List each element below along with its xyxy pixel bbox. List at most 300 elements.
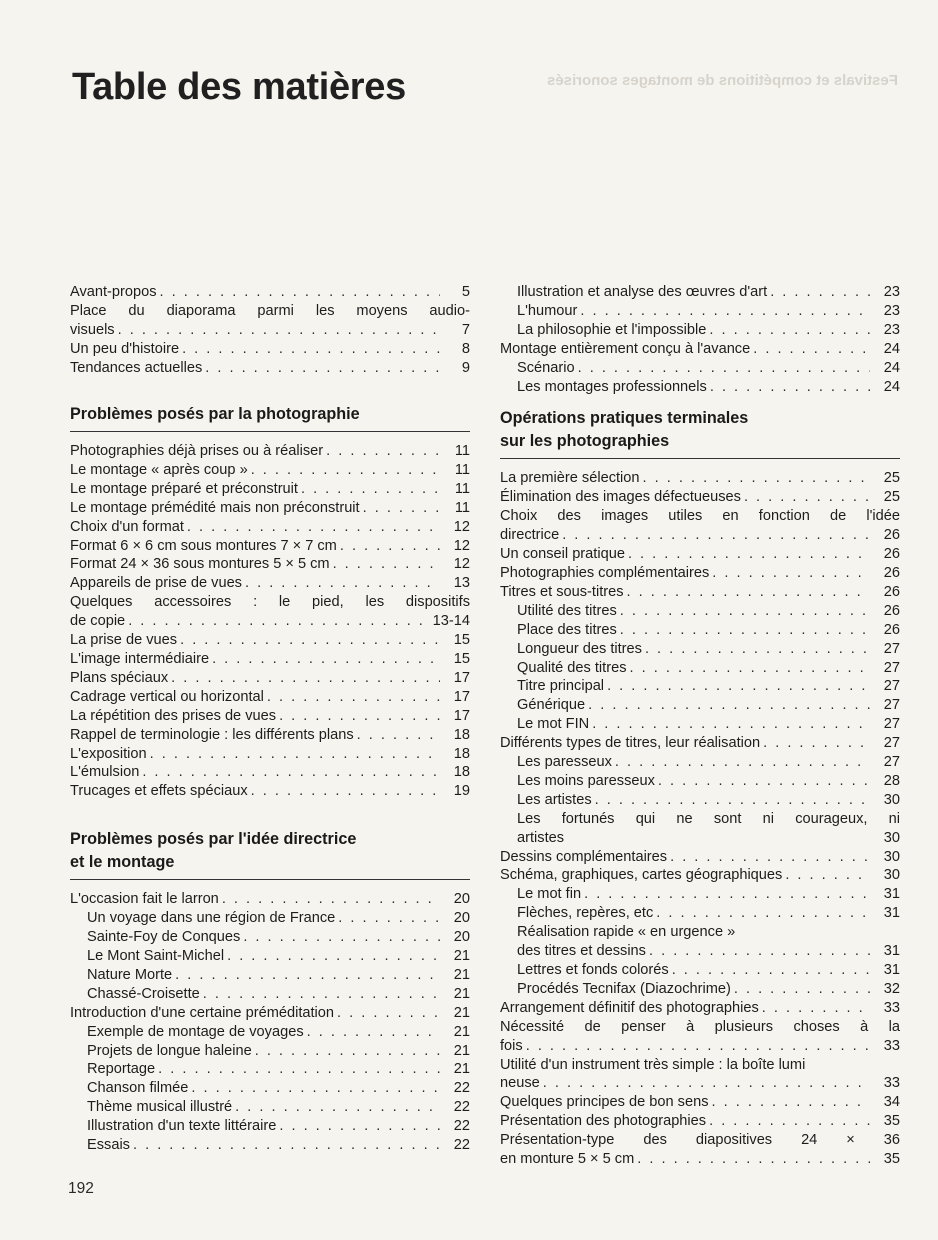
toc-page-number: 31 [883, 886, 900, 903]
toc-page-number: 11 [454, 461, 470, 478]
toc-page-number: 23 [883, 321, 900, 338]
dot-leader [158, 1060, 440, 1079]
dot-leader [649, 942, 870, 961]
toc-entry [70, 890, 470, 909]
toc-entry [70, 555, 470, 574]
toc-entry-text: Appareils de prise de vues [70, 575, 242, 592]
dot-leader [279, 707, 440, 726]
dot-leader [251, 461, 440, 480]
toc-page-number: 26 [883, 527, 900, 544]
dot-leader [658, 772, 870, 791]
toc-entry-text: L'image intermédiaire [70, 651, 210, 667]
toc-entry-text: Utilité d'un instrument très simple : la boîte lumi [500, 1056, 806, 1073]
toc-entry-text: Quelques principes de bon sens [500, 1094, 709, 1111]
toc-entry-text: Flèches, repères, etc [517, 905, 654, 922]
toc-entry [70, 707, 470, 726]
toc-entry-text: L'exposition [70, 745, 147, 762]
dot-leader [180, 631, 440, 650]
dot-leader [150, 745, 440, 764]
toc-section-list [70, 890, 470, 1155]
dot-leader [338, 909, 440, 928]
toc-page-number: 26 [883, 564, 900, 581]
dot-leader [205, 359, 440, 378]
toc-left-column [70, 283, 470, 1155]
toc-entry [500, 866, 900, 885]
toc-entry-text: Les fortunés qui ne sont ni courageux, ni [517, 810, 900, 827]
dot-leader [142, 763, 440, 782]
toc-page-number: 30 [883, 867, 900, 884]
toc-entry-text: Les paresseux [517, 754, 612, 771]
dot-leader [762, 999, 870, 1018]
toc-entry [500, 583, 900, 602]
toc-entry-text: Le montage « après coup » [70, 461, 248, 478]
toc-page-number: 21 [453, 1042, 470, 1059]
toc-entry [500, 810, 900, 829]
dot-leader [763, 734, 870, 753]
dot-leader [785, 866, 870, 885]
dot-leader [363, 499, 440, 518]
toc-entry [70, 763, 470, 782]
toc-entry [70, 650, 470, 669]
toc-entry [70, 947, 470, 966]
toc-entry [500, 1074, 900, 1093]
toc-entry-text: artistes [517, 829, 565, 846]
toc-page-number: 27 [883, 735, 900, 752]
toc-entry [500, 1093, 900, 1112]
toc-page-number: 19 [453, 783, 470, 800]
toc-page-number: 11 [454, 480, 470, 497]
dot-leader [670, 848, 870, 867]
toc-entry [500, 942, 900, 961]
toc-page-number: 33 [883, 1075, 900, 1092]
toc-entry [70, 631, 470, 650]
toc-entry [500, 1037, 900, 1056]
dot-leader [171, 669, 440, 688]
toc-entry-text: Plans spéciaux [70, 669, 169, 686]
dot-leader [580, 302, 870, 321]
dot-leader [770, 283, 870, 302]
toc-entry [70, 1042, 470, 1061]
dot-leader [251, 782, 440, 801]
toc-entry-text: Le montage préparé et préconstruit [70, 480, 298, 497]
toc-entry-text: Nécessité de penser à plusieurs choses à la [500, 1018, 900, 1035]
dot-leader [187, 518, 440, 537]
section-heading-line: et le montage [70, 852, 175, 871]
toc-entry [500, 1150, 900, 1169]
toc-entry [70, 985, 470, 1004]
dot-leader [267, 688, 440, 707]
toc-entry-text: Tendances actuelles [70, 359, 203, 376]
toc-entry [500, 696, 900, 715]
dot-leader [607, 677, 870, 696]
section-heading-idee-directrice [70, 828, 470, 880]
toc-entry [70, 612, 470, 631]
dot-leader [712, 1093, 870, 1112]
toc-page-number: 17 [453, 707, 470, 724]
dot-leader [645, 640, 870, 659]
toc-entry [500, 715, 900, 734]
toc-entry [500, 621, 900, 640]
toc-entry [70, 340, 470, 359]
toc-page-number: 17 [453, 688, 470, 705]
toc-entry-text: Dessins complémentaires [500, 848, 668, 865]
dot-leader [128, 612, 428, 631]
toc-entry-text: Place des titres [517, 621, 617, 638]
toc-entry-text: Photographies complémentaires [500, 564, 710, 581]
toc-page-number: 25 [883, 470, 900, 487]
toc-page-number: 23 [883, 284, 900, 300]
toc-page-number: 23 [883, 302, 900, 319]
toc-entry-text: Place du diaporama parmi les moyens audio- [70, 302, 470, 319]
toc-page-number: 5 [461, 284, 470, 300]
toc-entry [500, 980, 900, 999]
dot-leader [182, 340, 440, 359]
toc-page-number: 22 [453, 1137, 470, 1154]
toc-entry-text: Différents types de titres, leur réalisation [500, 735, 761, 752]
toc-entry-text: Générique [517, 697, 586, 714]
toc-entry [500, 885, 900, 904]
toc-entry [70, 480, 470, 499]
toc-entry [500, 923, 900, 942]
toc-entry-text: Scénario [517, 359, 575, 376]
toc-entry [500, 753, 900, 772]
toc-entry-text: Les montages professionnels [517, 378, 707, 395]
dot-leader [709, 1112, 870, 1131]
toc-entry-text: Longueur des titres [517, 640, 642, 657]
toc-entry-text: Introduction d'une certaine préméditation [70, 1004, 335, 1021]
toc-entry-text: Choix d'un format [70, 518, 184, 535]
toc-entry-text: Titre principal [517, 678, 605, 695]
dot-leader [656, 904, 870, 923]
toc-entry [500, 321, 900, 340]
toc-entry [70, 688, 470, 707]
toc-entry [500, 848, 900, 867]
dot-leader [637, 1150, 870, 1169]
page-title: Table des matières [72, 66, 406, 108]
toc-page-number: 9 [461, 359, 470, 376]
toc-page-number: 32 [883, 980, 900, 997]
toc-entry-text: de copie [70, 613, 126, 630]
toc-entry [500, 283, 900, 302]
toc-entry [500, 961, 900, 980]
toc-entry-text: Thème musical illustré [87, 1099, 233, 1116]
toc-page-number: 26 [883, 546, 900, 563]
toc-page-number: 21 [453, 1004, 470, 1021]
section-heading-line: Opérations pratiques terminales [500, 409, 749, 428]
toc-page-number: 27 [883, 754, 900, 771]
toc-entry [70, 726, 470, 745]
toc-entry [70, 928, 470, 947]
toc-entry-text: Le montage prémédité mais non préconstruit [70, 499, 360, 516]
toc-page-number: 27 [883, 678, 900, 695]
toc-right-column [500, 283, 900, 1169]
toc-entry [70, 461, 470, 480]
dot-leader [628, 545, 870, 564]
dot-leader [212, 650, 440, 669]
toc-page-number: 34 [883, 1094, 900, 1111]
section-heading-photographie [70, 403, 470, 433]
dot-leader [595, 791, 870, 810]
toc-entry-text: Arrangement définitif des photographies [500, 999, 759, 1016]
dot-leader [340, 537, 440, 556]
dot-leader [118, 321, 440, 340]
toc-page-number: 13 [453, 575, 470, 592]
toc-entry-text: Titres et sous-titres [500, 583, 624, 600]
toc-entry [70, 442, 470, 461]
toc-page-number: 26 [883, 621, 900, 638]
toc-entry [500, 602, 900, 621]
toc-entry [500, 340, 900, 359]
toc-entry-text: Procédés Tecnifax (Diazochrime) [517, 980, 731, 997]
toc-entry-text: Exemple de montage de voyages [87, 1023, 304, 1040]
toc-entry-text: Format 24 × 36 sous montures 5 × 5 cm [70, 556, 330, 573]
toc-page-number: 24 [883, 378, 900, 395]
toc-page-number: 21 [453, 1023, 470, 1040]
toc-entry-text: Schéma, graphiques, cartes géographiques [500, 867, 783, 884]
toc-entry [70, 518, 470, 537]
dot-leader [643, 469, 870, 488]
toc-entry-text: Réalisation rapide « en urgence » [517, 924, 736, 941]
toc-entry-text: L'occasion fait le larron [70, 891, 219, 908]
toc-entry-text: Le Mont Saint-Michel [87, 947, 225, 964]
dot-leader [562, 526, 870, 545]
toc-entry [500, 378, 900, 397]
toc-entry-text: Chassé-Croisette [87, 985, 200, 1002]
toc-page-number: 21 [453, 966, 470, 983]
toc-page-number: 27 [883, 716, 900, 733]
dot-leader [227, 947, 440, 966]
toc-page-number: 13-14 [432, 613, 470, 630]
toc-entry-text: Utilité des titres [517, 602, 617, 619]
toc-entry [70, 283, 470, 302]
toc-continued-list [500, 283, 900, 396]
toc-entry-text: Avant-propos [70, 284, 157, 300]
toc-entry-text: Illustration d'un texte littéraire [87, 1118, 277, 1135]
toc-page-number: 18 [453, 764, 470, 781]
dot-leader [712, 564, 870, 583]
toc-page-number: 21 [453, 947, 470, 964]
toc-page-number: 12 [453, 518, 470, 535]
toc-entry-text: Le mot fin [517, 886, 582, 903]
toc-page-number: 21 [453, 1061, 470, 1078]
toc-entry-text: Présentation des photographies [500, 1113, 707, 1130]
toc-entry-text: La répétition des prises de vues [70, 707, 277, 724]
toc-entry [70, 302, 470, 321]
toc-entry [500, 302, 900, 321]
toc-page-number: 30 [883, 829, 900, 846]
toc-entry-text: Essais [87, 1137, 130, 1154]
toc-page-number: 21 [453, 985, 470, 1002]
toc-page-number: 31 [883, 905, 900, 922]
toc-page-number: 8 [461, 340, 470, 357]
toc-entry [70, 321, 470, 340]
toc-entry-text: Nature Morte [87, 966, 173, 983]
toc-entry [500, 526, 900, 545]
dot-leader [620, 621, 870, 640]
toc-entry-text: Les artistes [517, 791, 592, 808]
toc-entry [70, 359, 470, 378]
toc-entry [500, 469, 900, 488]
toc-entry [500, 640, 900, 659]
toc-page-number: 28 [883, 772, 900, 789]
dot-leader [175, 966, 440, 985]
toc-entry [500, 659, 900, 678]
toc-entry-text: Un voyage dans une région de France [87, 910, 336, 927]
toc-entry [500, 1131, 900, 1150]
dot-leader [578, 359, 870, 378]
toc-page-number: 15 [453, 651, 470, 667]
toc-page-number: 11 [454, 499, 470, 516]
toc-entry [500, 677, 900, 696]
toc-entry-text: Lettres et fonds colorés [517, 962, 669, 978]
toc-entry [500, 359, 900, 378]
toc-page-number: 20 [453, 910, 470, 927]
toc-entry-text: Format 6 × 6 cm sous montures 7 × 7 cm [70, 537, 337, 554]
toc-entry-text: Reportage [87, 1061, 156, 1078]
toc-entry-text: neuse [500, 1075, 540, 1092]
toc-entry-text: visuels [70, 321, 115, 338]
toc-page-number: 25 [883, 489, 900, 506]
toc-entry [500, 564, 900, 583]
dot-leader [203, 985, 440, 1004]
dot-leader [222, 890, 440, 909]
dot-leader [592, 715, 870, 734]
toc-page-number: 26 [883, 602, 900, 619]
toc-page-number: 30 [883, 848, 900, 865]
dot-leader [243, 928, 440, 947]
toc-entry [70, 593, 470, 612]
dot-leader [734, 980, 870, 999]
toc-entry-text: La philosophie et l'impossible [517, 321, 707, 338]
dot-leader [709, 321, 870, 340]
toc-page-number: 33 [883, 999, 900, 1016]
dot-leader [630, 659, 870, 678]
section-heading-line: Problèmes posés par l'idée directrice [70, 830, 357, 849]
toc-entry-text: des titres et dessins [517, 943, 646, 960]
toc-entry-text: Un conseil pratique [500, 546, 625, 563]
dot-leader [279, 1117, 440, 1136]
toc-entry-text: Choix des images utiles en fonction de l'idée [500, 508, 900, 525]
toc-entry-text: La prise de vues [70, 632, 178, 649]
toc-page-number: 12 [453, 537, 470, 554]
toc-entry [500, 1056, 900, 1075]
dot-leader [753, 340, 870, 359]
dot-leader [245, 574, 440, 593]
toc-entry [500, 829, 900, 848]
toc-entry [500, 999, 900, 1018]
dot-leader [588, 696, 870, 715]
toc-entry-text: Qualité des titres [517, 659, 627, 676]
toc-entry-text: Un peu d'histoire [70, 340, 180, 357]
toc-entry-text: Le mot FIN [517, 716, 590, 733]
dot-leader [744, 488, 870, 507]
toc-entry [70, 1004, 470, 1023]
dot-leader [357, 726, 440, 745]
toc-entry-text: Les moins paresseux [517, 772, 655, 789]
toc-page-number: 26 [883, 583, 900, 600]
toc-section-list [70, 442, 470, 801]
dot-leader [672, 961, 870, 980]
toc-entry [70, 909, 470, 928]
toc-entry [500, 545, 900, 564]
toc-page-number: 15 [453, 632, 470, 649]
toc-entry [500, 507, 900, 526]
dot-leader [543, 1074, 870, 1093]
toc-entry-text: L'humour [517, 302, 578, 319]
toc-entry [70, 1060, 470, 1079]
dot-leader [133, 1136, 440, 1155]
toc-page-number: 27 [883, 697, 900, 714]
dot-leader [191, 1079, 440, 1098]
toc-page-number: 18 [453, 726, 470, 743]
toc-entry-text: Photographies déjà prises ou à réaliser [70, 443, 324, 460]
section-heading-line: Problèmes posés par la photographie [70, 404, 360, 423]
toc-entry-text: Rappel de terminologie : les différents plans [70, 726, 354, 743]
toc-entry [500, 734, 900, 753]
toc-entry [500, 1018, 900, 1037]
dot-leader [333, 555, 440, 574]
toc-page-number: 35 [883, 1113, 900, 1130]
toc-entry [70, 1023, 470, 1042]
toc-entry [500, 1112, 900, 1131]
toc-page-number: 20 [453, 929, 470, 946]
toc-entry [70, 574, 470, 593]
toc-page-number: 31 [883, 962, 900, 978]
toc-entry-text: Illustration et analyse des œuvres d'art [517, 284, 768, 300]
toc-entry-text: Cadrage vertical ou horizontal [70, 688, 264, 705]
toc-entry-text: Présentation-type des diapositives 24 × 36 [500, 1132, 900, 1149]
toc-page-number: 24 [883, 340, 900, 357]
dot-leader [301, 480, 440, 499]
toc-entry [70, 499, 470, 518]
toc-intro-list [70, 283, 470, 378]
toc-entry-text: Projets de longue haleine [87, 1042, 252, 1059]
toc-page-number: 22 [453, 1118, 470, 1135]
toc-page-number: 30 [883, 791, 900, 808]
dot-leader [307, 1023, 440, 1042]
toc-entry-text: Élimination des images défectueuses [500, 489, 741, 506]
toc-page-number: 12 [453, 556, 470, 573]
dot-leader [526, 1037, 870, 1056]
dot-leader [627, 583, 870, 602]
toc-page-number: 20 [453, 891, 470, 908]
toc-entry [70, 966, 470, 985]
toc-page-number: 7 [461, 321, 470, 338]
page-number: 192 [68, 1180, 94, 1197]
toc-entry [70, 537, 470, 556]
toc-entry [70, 1098, 470, 1117]
toc-entry-text: Trucages et effets spéciaux [70, 783, 248, 800]
dot-leader [620, 602, 870, 621]
dot-leader [710, 378, 870, 397]
toc-entry-text: fois [500, 1037, 523, 1054]
toc-page-number: 22 [453, 1080, 470, 1097]
section-heading-operations [500, 407, 900, 459]
toc-entry [500, 772, 900, 791]
toc-entry [500, 488, 900, 507]
toc-entry [500, 904, 900, 923]
toc-page-number: 33 [883, 1037, 900, 1054]
dot-leader [615, 753, 870, 772]
dot-leader [326, 442, 440, 461]
dot-leader [584, 885, 870, 904]
toc-entry-text: directrice [500, 527, 560, 544]
dot-leader [160, 283, 440, 302]
toc-page-number: 22 [453, 1099, 470, 1116]
toc-page-number: 18 [453, 745, 470, 762]
toc-entry-text: La première sélection [500, 470, 640, 487]
toc-entry [500, 791, 900, 810]
